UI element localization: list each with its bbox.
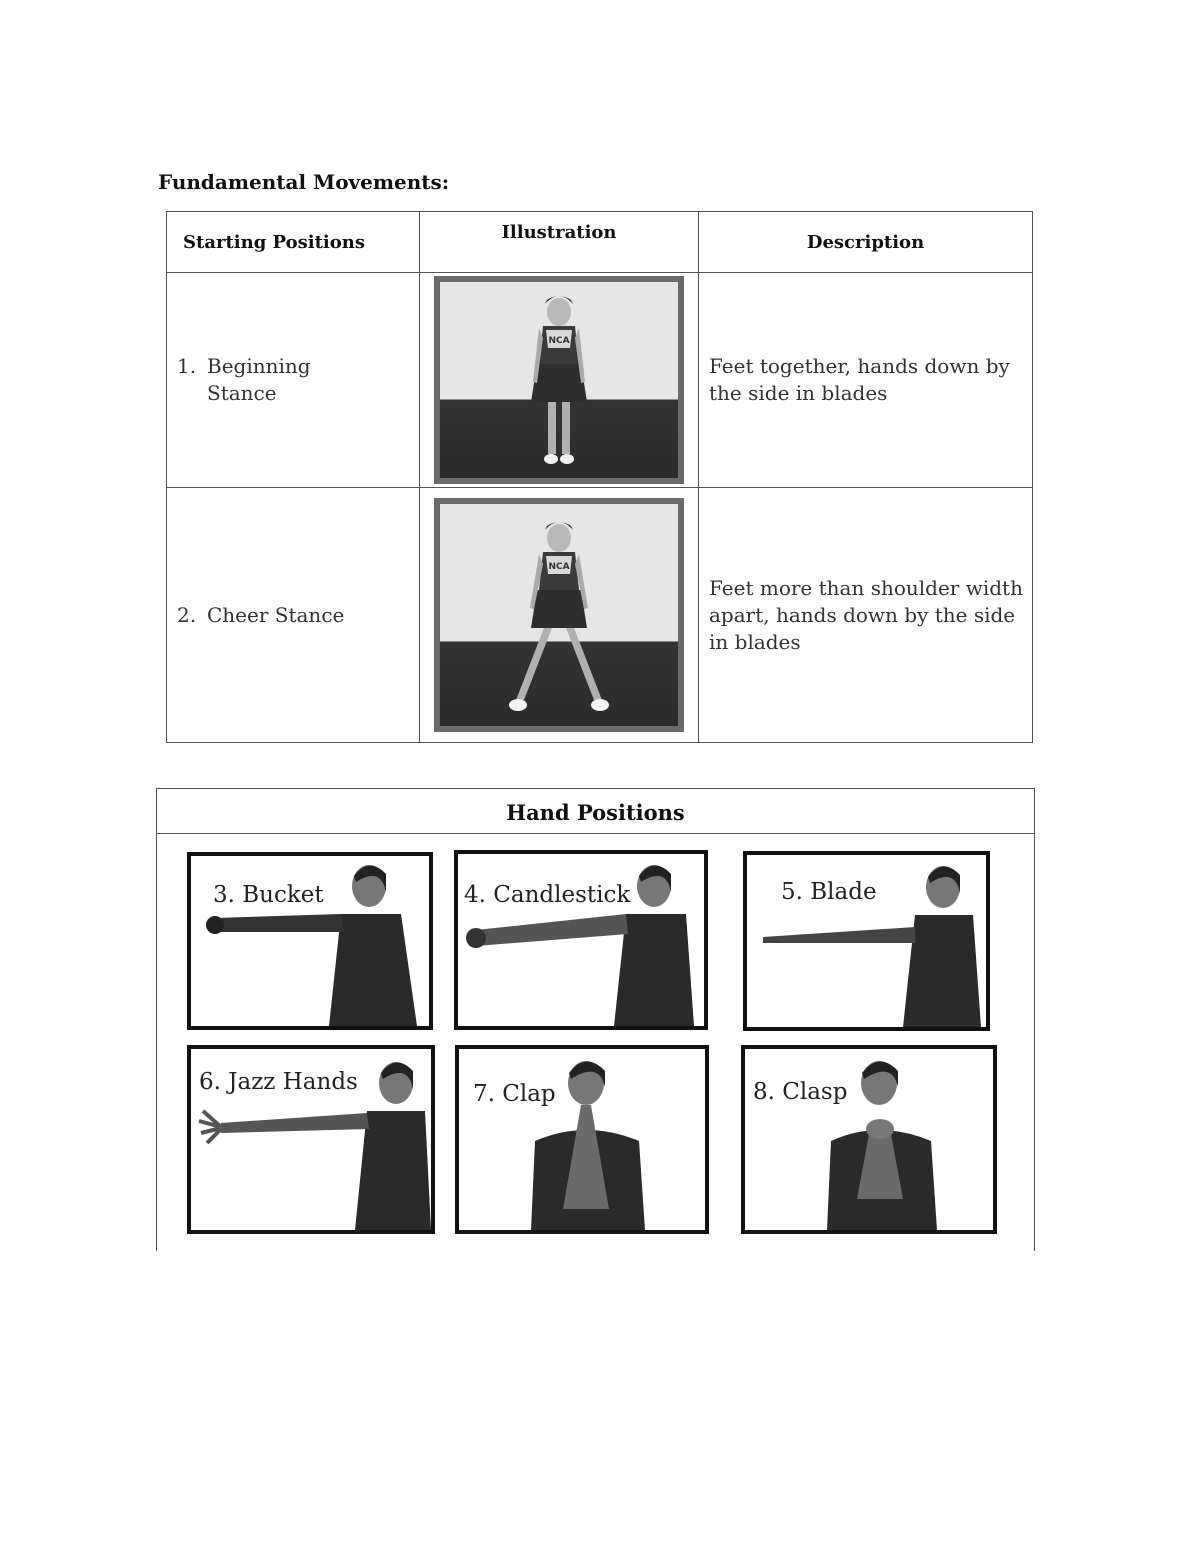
hand-card-candlestick: [454, 850, 708, 1030]
hand-label: 7. Clap: [473, 1081, 556, 1107]
clasp-figure: [745, 1049, 993, 1230]
table-row: [167, 273, 1033, 488]
uniform-badge: NCA: [548, 336, 570, 346]
table-header-row: [167, 212, 1033, 273]
hand-card-jazz-hands: [187, 1045, 435, 1234]
position-description: Feet together, hands down by the side in blades: [699, 273, 1033, 488]
uniform-badge: NCA: [548, 562, 570, 572]
hand-card-clap: [455, 1045, 709, 1234]
starting-positions-table: [166, 211, 1033, 743]
position-number: 1.: [177, 354, 197, 378]
hand-positions-title: Hand Positions: [157, 789, 1034, 834]
cheerleader-photo: [434, 498, 684, 732]
position-name: [167, 488, 420, 743]
cheerleader-figure: [440, 504, 678, 726]
hand-label: 6. Jazz Hands: [199, 1069, 358, 1095]
header-description: Description: [699, 212, 1033, 273]
position-description: Feet more than shoulder width apart, hands down by the side in blades: [699, 488, 1033, 743]
illustration-cell: [420, 488, 699, 743]
position-name-line2: Stance: [207, 381, 277, 405]
hand-label: 5. Blade: [781, 879, 877, 905]
illustration-cell: [420, 273, 699, 488]
position-number: 2.: [177, 602, 197, 627]
position-name-line1: Beginning: [207, 354, 311, 378]
cheerleader-figure: [440, 282, 678, 478]
section-title: Fundamental Movements:: [158, 170, 450, 194]
hand-card-blade: [743, 851, 990, 1031]
hand-positions-panel: [156, 788, 1035, 1251]
hand-label: 4. Candlestick: [464, 882, 631, 908]
position-name: [167, 273, 420, 488]
position-name-text: Cheer Stance: [207, 602, 345, 627]
candlestick-figure: [458, 854, 704, 1026]
hand-label: 3. Bucket: [213, 882, 324, 908]
header-starting-positions: Starting Positions: [167, 212, 420, 273]
clap-figure: [459, 1049, 705, 1230]
hand-card-bucket: [187, 852, 433, 1030]
table-row: [167, 488, 1033, 743]
hand-card-clasp: [741, 1045, 997, 1234]
hand-label: 8. Clasp: [753, 1079, 848, 1105]
cheerleader-photo: [434, 276, 684, 484]
header-illustration: Illustration: [420, 212, 699, 273]
